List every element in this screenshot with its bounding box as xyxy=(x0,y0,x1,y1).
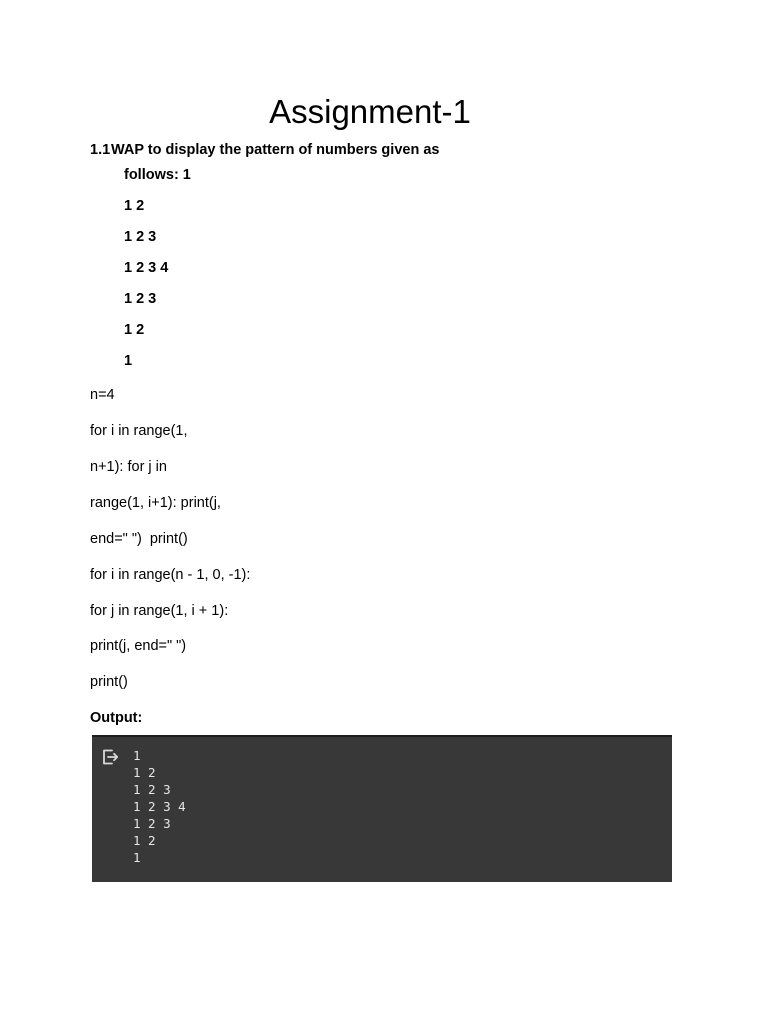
code-line: for i in range(1, xyxy=(90,423,188,439)
pattern-line: 1 2 xyxy=(124,322,145,338)
code-line: range(1, i+1): print(j, xyxy=(90,495,221,511)
code-line: for i in range(n - 1, 0, -1): xyxy=(90,567,251,583)
code-line: n+1): for j in xyxy=(90,459,167,475)
question-number: 1.1 xyxy=(90,142,111,158)
question-text xyxy=(90,141,439,159)
output-label: Output: xyxy=(90,710,143,726)
output-console xyxy=(92,735,672,882)
pattern-line: 1 2 3 xyxy=(124,229,157,245)
pattern-line: 1 xyxy=(124,353,133,369)
output-redirect-icon[interactable] xyxy=(101,748,119,766)
code-line: n=4 xyxy=(90,387,115,403)
code-line: print() xyxy=(90,674,128,690)
pattern-line: 1 2 3 4 xyxy=(124,260,169,276)
pattern-line: 1 2 xyxy=(124,198,145,214)
question-line-1: WAP to display the pattern of numbers given as xyxy=(111,142,440,158)
code-line: for j in range(1, i + 1): xyxy=(90,603,229,619)
question-line-2: follows: 1 xyxy=(124,167,191,183)
code-line: print(j, end=" ") xyxy=(90,638,187,654)
document-title: Assignment-1 xyxy=(269,93,471,130)
console-output-text: 1 1 2 1 2 3 1 2 3 4 1 2 3 1 2 1 xyxy=(133,748,186,865)
pattern-line: 1 2 3 xyxy=(124,291,157,307)
code-line: end=" ") print() xyxy=(90,531,188,547)
